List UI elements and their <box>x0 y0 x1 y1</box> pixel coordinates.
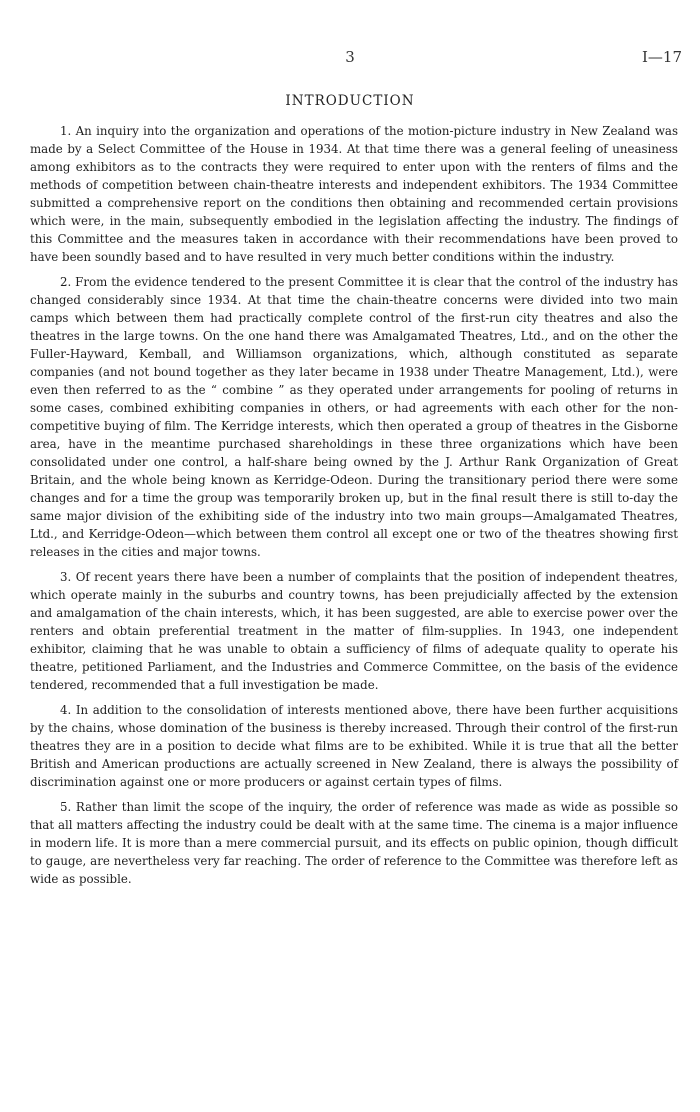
paragraph-text: In addition to the consolidation of interests mentioned above, there have been further acquisitions by the chains, whose domination of the business is thereby increased. Through their control of the first-run theatres they are in a position to decide what films are to be exhibited. While it is true that all the better British and American productions are actually screened in New Zealand, there is always the possibility of discrimination against one or more producers or against certain types of films. <box>30 703 678 789</box>
paragraph-text: Of recent years there have been a number of complaints that the position of independent theatres, which operate mainly in the suburbs and country towns, has been prejudicially affected by the extension and amalgamation of the chain interests, which, it has been suggested, are able to exercise power over the renters and obtain preferential treatment in the matter of film-supplies. In 1943, one independent exhibitor, claiming that he was unable to obtain a sufficiency of films of adequate quality to operate his theatre, petitioned Parliament, and the Industries and Commerce Committee, on the basis of the evidence tendered, recommended that a full investigation be made. <box>30 570 678 692</box>
paragraph-4 <box>30 701 678 791</box>
paragraph-text: From the evidence tendered to the present Committee it is clear that the control of the industry has changed considerably since 1934. At that time the chain-theatre concerns were divided into two main camps which between them had practically complete control of the first-run city theatres and also the theatres in the large towns. On the one hand there was Amalgamated Theatres, Ltd., and on the other the Fuller-Hayward, Kemball, and Williamson organizations, which, although constituted as separate companies (and not bound together as they later became in 1938 under Theatre Management, Ltd.), were even then referred to as the “ combine ” as they operated under arrangements for pooling of returns in some cases, combined exhibiting companies in others, or had agreements with each other for the non-competitive buying of film. The Kerridge interests, which then operated a group of theatres in the Gisborne area, have in the meantime purchased shareholdings in these three organizations which have been consolidated under one control, a half-share being owned by the J. Arthur Rank Organization of Great Britain, and the whole being known as Kerridge-Odeon. During the transitionary period there were some changes and for a time the group was temporarily broken up, but in the final result there is still to-day the same major division of the exhibiting side of the industry into two main groups—Amalgamated Theatres, Ltd., and Kerridge-Odeon—which between them control all except one or two of the theatres showing first releases in the cities and major towns. <box>30 275 678 559</box>
paragraph-text: An inquiry into the organization and operations of the motion-picture industry in New Zealand was made by a Select Committee of the House in 1934. At that time there was a general feeling of uneasiness among exhibitors as to the contracts they were required to enter upon with the renters of films and the methods of competition between chain-theatre interests and independent exhibitors. The 1934 Committee submitted a comprehensive report on the conditions then obtaining and recommended certain provisions which were, in the main, subsequently embodied in the legislation affecting the industry. The findings of this Committee and the measures taken in accordance with their recommendations have been proved to have been soundly based and to have resulted in very much better conditions within the industry. <box>30 124 679 264</box>
paragraph-number: 2. <box>60 275 72 289</box>
paragraph-number: 4. <box>60 703 72 717</box>
paragraph-number: 1. <box>60 124 72 138</box>
paragraph-1 <box>30 122 678 266</box>
section-heading: INTRODUCTION <box>285 93 415 109</box>
paragraph-number: 5. <box>60 800 72 814</box>
paragraph-text: Rather than limit the scope of the inquiry, the order of reference was made as wide as possible so that all matters affecting the industry could be dealt with at the same time. The cinema is a major influence in modern life. It is more than a mere commercial pursuit, and its effects on public opinion, though difficult to gauge, are nevertheless very far reaching. The order of reference to the Committee was therefore left as wide as possible. <box>30 800 679 886</box>
paragraph-2 <box>30 273 678 561</box>
paragraph-5 <box>30 798 678 888</box>
body-text <box>30 122 678 895</box>
paragraph-3 <box>30 568 678 694</box>
page-reference: I—17 <box>641 48 682 66</box>
paragraph-number: 3. <box>60 570 72 584</box>
page-number: 3 <box>345 48 355 66</box>
